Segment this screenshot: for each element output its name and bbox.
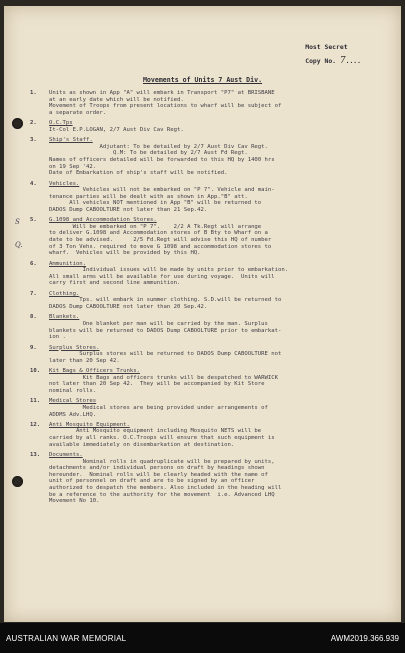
section-text-line: Vehicles will not be embarked on "P 7". Vehicle and main- <box>49 187 275 194</box>
section-text-line: Units as shown in App "A" will embark in Transport "P7" at BRISBANE <box>49 90 275 96</box>
footer-accession-number: AWM2019.366.939 <box>330 634 399 643</box>
section-heading: G.1098 and Accommodation Stores. <box>49 217 157 224</box>
document-section <box>30 120 380 133</box>
section-text-line: on 19 Sep '42. <box>49 163 97 170</box>
section-text-line: nominal rolls. <box>49 387 97 394</box>
section-text-line: ADDMS Adv.LHQ. <box>49 411 97 418</box>
section-text-line: Adjutant: To be detailed by 2/7 Aust Div Cav Regt. <box>49 143 268 150</box>
copy-number: 7 <box>339 56 346 66</box>
section-text-line: be a reference to the authority for the movement i.e. Advanced LHQ <box>49 491 275 498</box>
document-section <box>30 314 380 340</box>
section-number: 13. <box>30 452 41 459</box>
section-text-line: Names of officers detailed will be forwarded to this HQ by 1400 hrs <box>49 156 275 163</box>
section-text-line: a separate order. <box>49 109 107 116</box>
section-text-line: Nominal rolls in quadruplicate will be prepared by units, <box>49 458 275 465</box>
copy-number-line: Copy No. 7.... <box>305 56 361 66</box>
section-text-line: carry first and second line ammunition. <box>49 280 181 287</box>
section-text-line: Kit Bags and officers trunks will be despatched to WARWICK <box>49 374 279 381</box>
section-number: 11. <box>30 398 41 405</box>
section-number: 2. <box>30 120 37 127</box>
document-section <box>30 345 380 365</box>
footer-bar <box>0 623 405 653</box>
section-text-line: tenance parties will be dealt with as shown in App."B" att. <box>49 193 248 200</box>
section-heading: Surplus Stores. <box>49 344 100 351</box>
document-section <box>30 90 380 116</box>
section-text-line: date to be advised. 2/5 Fd.Regt will advise this HQ of number <box>49 237 272 244</box>
section-number: 12. <box>30 421 41 428</box>
section-number: 6. <box>30 260 37 267</box>
copy-label: Copy No. <box>305 57 337 65</box>
section-heading: Clothing. <box>49 290 80 297</box>
document-section <box>30 137 380 177</box>
section-text-line: ion . <box>49 334 66 341</box>
section-text-line: at an early date which will be notified. <box>49 96 184 103</box>
section-heading: Ammunition. <box>49 260 87 267</box>
section-number: 5. <box>30 217 37 224</box>
section-number: 4. <box>30 180 37 187</box>
punch-hole <box>12 476 23 487</box>
section-text-line: carried by all ranks. O.C.Troops will ensure that such equipment is <box>49 435 275 442</box>
section-number: 10. <box>30 368 41 375</box>
section-text-line: All small arms will be available for use during voyage. Units will <box>49 273 275 280</box>
section-text-line: not later than 20 Sep 42. They will be accompanied by Kit Store <box>49 381 265 388</box>
section-heading: O.C.Tps <box>49 120 73 127</box>
section-text-line: It-Col E.P.LOGAN, 2/7 Aust Div Cav Regt. <box>49 126 184 133</box>
section-text-line: Date of Embarkation of ship's staff will be notified. <box>49 170 228 177</box>
margin-note: Q. <box>15 241 23 249</box>
document-body <box>30 90 380 509</box>
section-heading: Anti Mosquito Equipment. <box>49 421 130 428</box>
document-section <box>30 291 380 311</box>
section-text-line: All vehicles NOT mentioned in App "B" will be returned to <box>49 200 262 207</box>
document-page <box>4 6 401 622</box>
section-text-line: Movement of Troops from present locations to wharf will be subject of <box>49 103 282 110</box>
section-text-line: unit of personnel on draft and are to be signed by an officer <box>49 478 255 485</box>
section-text-line: Individual issues will be made by units prior to embarkation. <box>49 267 289 274</box>
section-text-line: hereunder. Nominal rolls will be clearly headed with the name of <box>49 471 268 478</box>
margin-note: S <box>15 218 20 226</box>
document-title: Movements of Units 7 Aust Div. <box>142 76 263 84</box>
section-heading: Kit Bags & Officers Trunks. <box>49 368 140 375</box>
section-number: 3. <box>30 137 37 144</box>
document-section <box>30 261 380 287</box>
section-text-line: Tps. will embark in summer clothing. S.D.will be returned to <box>49 297 282 304</box>
section-number: 9. <box>30 344 37 351</box>
section-text-line: One blanket per man will be carried by the man. Surplus <box>49 320 268 327</box>
section-heading: Ship's Staff. <box>49 137 93 144</box>
section-text-line: DADOS Dump CABOOLTURE not later than 21 Sep.42. <box>49 206 208 213</box>
section-text-line: DADOS Dump CABOOLTURE not later than 20 Sep.42. <box>49 304 208 310</box>
section-text-line: Medical stores are being provided under arrangements of <box>49 404 268 411</box>
section-heading: Documents. <box>49 452 83 459</box>
section-text-line: Movement No 10. <box>49 498 100 505</box>
security-block <box>305 40 361 68</box>
section-text-line: Q.M: To be detailed by 2/7 Aust Fd Regt. <box>49 150 248 157</box>
document-section <box>30 422 380 448</box>
section-text-line: to deliver G.1098 and Accommodation stores of B Bty to Wharf on a <box>49 230 268 237</box>
section-heading: Vehicles. <box>49 180 80 187</box>
section-number: 1. <box>30 90 37 96</box>
section-text-line: Anti Mosquito equipment including Mosquito NETS will be <box>49 428 262 435</box>
section-number: 8. <box>30 314 37 321</box>
document-section <box>30 217 380 257</box>
section-text-line: of 3 Ton Vehs. required to move G 1098 and accommodation stores to <box>49 243 272 250</box>
section-text-line: Surplus stores will be returned to DADOS Dump CABOOLTURE not <box>49 351 282 358</box>
document-section <box>30 368 380 394</box>
section-text-line: detachments and/or individual persons on draft by headings shown <box>49 465 265 472</box>
section-text-line: blankets will be returned to DADOS Dump CABOOLTURE prior to embarkat- <box>49 327 282 334</box>
section-text-line: Will be embarked on "P 7". 2/2 A Tk.Regt will arrange <box>49 223 262 230</box>
section-heading: Blankets. <box>49 314 80 321</box>
security-classification: Most Secret <box>305 43 348 51</box>
document-section <box>30 452 380 505</box>
section-text-line: wharf. Vehicles will be provided by this HQ. <box>49 250 201 257</box>
document-section <box>30 181 380 214</box>
section-text-line: available immediately on disembarkation at destination. <box>49 441 235 448</box>
section-number: 7. <box>30 290 37 297</box>
section-text-line: authorized to despatch the members. Also included in the heading will <box>49 485 282 492</box>
footer-institution: AUSTRALIAN WAR MEMORIAL <box>6 634 127 643</box>
punch-hole <box>12 118 23 129</box>
section-text-line: later than 20 Sep 42. <box>49 357 120 364</box>
document-section <box>30 398 380 418</box>
section-heading: Medical Stores <box>49 398 97 405</box>
